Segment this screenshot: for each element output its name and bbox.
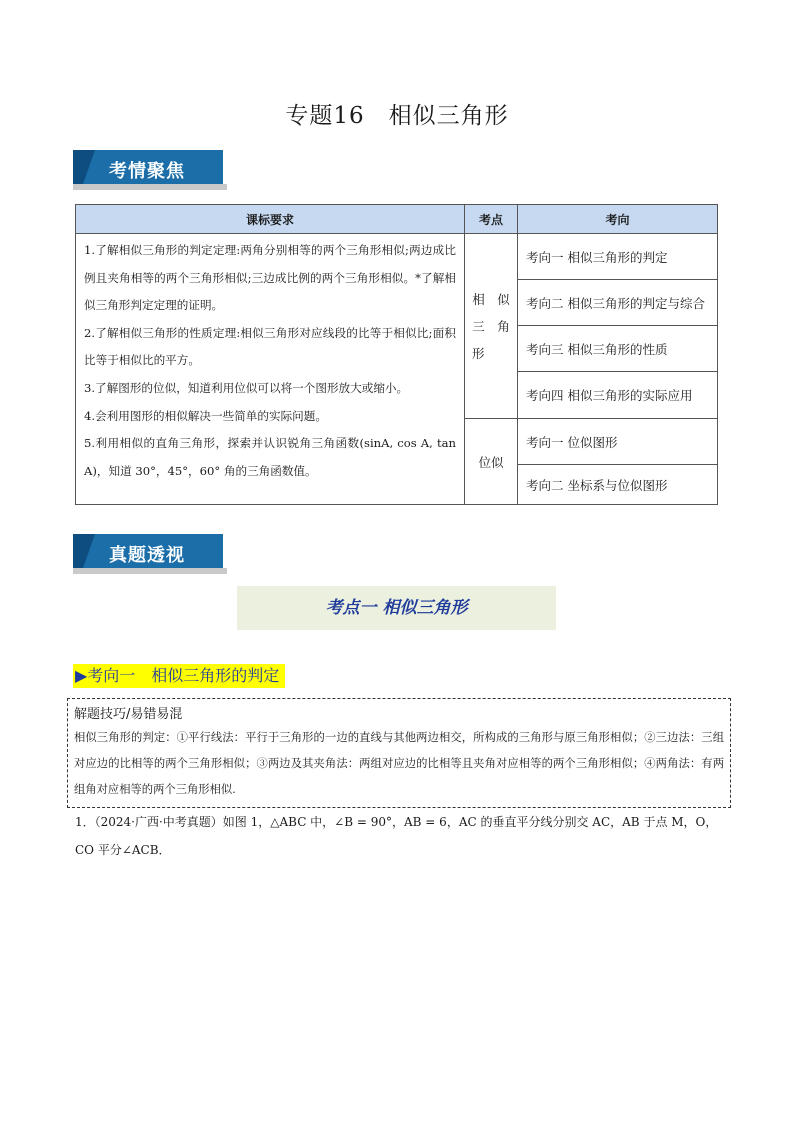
tip-heading: 解题技巧/易错易混 [74,707,183,722]
requirement-item: 1.了解相似三角形的判定定理:两角分别相等的两个三角形相似;两边成比例且夹角相等的两个三角形相似;三边成比例的两个三角形相似。*了解相似三角形判定定理的证明。 [84,243,456,313]
banner-text: 考情聚焦 [109,161,185,182]
kaoxiang-item: 考向二 相似三角形的判定与综合 [518,280,718,326]
kaodian-homothety: 位似 [465,419,518,505]
kaoxiang-heading: ▶考向一 相似三角形的判定 [73,664,285,688]
header-kaoxiang: 考向 [518,205,718,234]
section-banner-zhenti [73,534,227,574]
problem-1: 1．（2024·广西·中考真题）如图 1，△ABC 中，∠B = 90°，AB = 6，AC 的垂直平分线分别交 AC，AB 于点 M，O，CO 平分∠ACB． [75,815,718,857]
page-title: 专题16 相似三角形 [285,103,509,129]
requirement-item: 3.了解图形的位似，知道利用位似可以将一个图形放大或缩小。 [84,380,409,395]
kaoxiang-item: 考向三 相似三角形的性质 [518,326,718,372]
requirement-item: 5.利用相似的直角三角形，探索并认识锐角三角函数(sinA, cos A, tan A)，知道 30°，45°，60° 角的三角函数值。 [84,436,457,478]
kaodian-line: 三 角 [472,318,510,334]
requirements-cell [76,234,465,505]
section-banner-kaoqing [73,150,227,190]
requirement-item: 4.会利用图形的相似解决一些简单的实际问题。 [84,408,327,423]
kaoxiang-item: 考向一 相似三角形的判定 [518,234,718,280]
tip-box [67,698,731,808]
header-kebiao: 课标要求 [76,205,465,234]
kaoxiang-item: 考向二 坐标系与位似图形 [518,465,718,505]
header-kaodian: 考点 [465,205,518,234]
tip-body: 相似三角形的判定：①平行线法：平行于三角形的一边的直线与其他两边相交，所构成的三角形与原三角形相似；②三边法：三组对应边的比相等的两个三角形相似；③两边及其夹角法：两组对应边的比相等且夹角对应相等的两个三角形相似；④两角法：有两组角对应相等的两个三角形相似. [74,731,724,796]
requirements-table [75,204,718,505]
kaoxiang-item: 考向四 相似三角形的实际应用 [518,372,718,419]
kaodian-heading: 考点一 相似三角形 [237,586,556,630]
banner-text: 真题透视 [109,545,185,566]
requirement-item: 2.了解相似三角形的性质定理:相似三角形对应线段的比等于相似比;面积比等于相似比的平方。 [84,325,456,368]
kaodian-line: 相 似 [472,291,510,307]
kaodian-line: 形 [472,345,485,361]
kaodian-similar-triangles [465,234,518,419]
kaoxiang-item: 考向一 位似图形 [518,419,718,465]
